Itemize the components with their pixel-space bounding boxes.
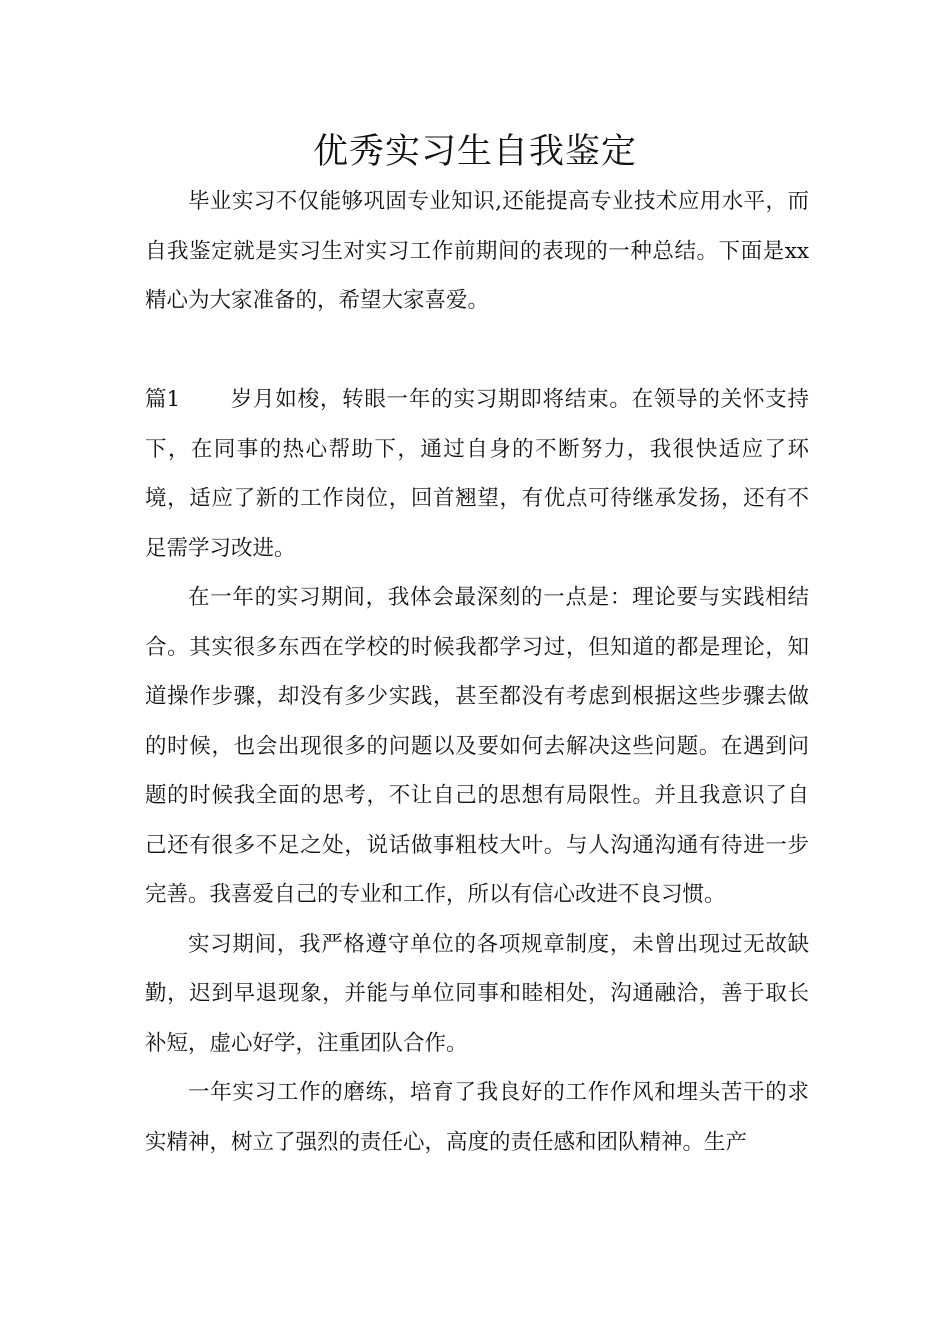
document-body: [145, 177, 809, 1167]
paragraph-2: 在一年的实习期间，我体会最深刻的一点是：理论要与实践相结合。其实很多东西在学校的时候我都学习过，但知道的都是理论，知道操作步骤，却没有多少实践，甚至都没有考虑到根据这些步骤去做的时候，也会出现很多的问题以及要如何去解决这些问题。在遇到问题的时候我全面的思考，不让自己的思想有局限性。并且我意识了自己还有很多不足之处，说话做事粗枝大叶。与人沟通沟通有待进一步完善。我喜爱自己的专业和工作，所以有信心改进不良习惯。: [145, 585, 809, 907]
section-label: 篇1: [145, 387, 181, 412]
paragraph-4: 一年实习工作的磨练，培育了我良好的工作作风和埋头苦干的求实精神，树立了强烈的责任心，高度的责任感和团队精神。生产: [145, 1080, 809, 1155]
paragraph-text-1: 岁月如梭，转眼一年的实习期即将结束。在领导的关怀支持下，在同事的热心帮助下，通过自身的不断努力，我很快适应了环境，适应了新的工作岗位，回首翘望，有优点可待继承发扬，还有不足需学习改进。: [145, 387, 809, 561]
paragraph-3: 实习期间，我严格遵守单位的各项规章制度，未曾出现过无故缺勤，迟到早退现象，并能与单位同事和睦相处，沟通融洽，善于取长补短，虚心好学，注重团队合作。: [145, 931, 809, 1056]
section-paragraph-1: [145, 375, 809, 573]
document-title: 优秀实习生自我鉴定: [312, 132, 637, 172]
intro-paragraph: 毕业实习不仅能够巩固专业知识,还能提高专业技术应用水平，而自我鉴定就是实习生对实习工作前期间的表现的一种总结。下面是xx精心为大家准备的，希望大家喜爱。: [145, 189, 809, 313]
